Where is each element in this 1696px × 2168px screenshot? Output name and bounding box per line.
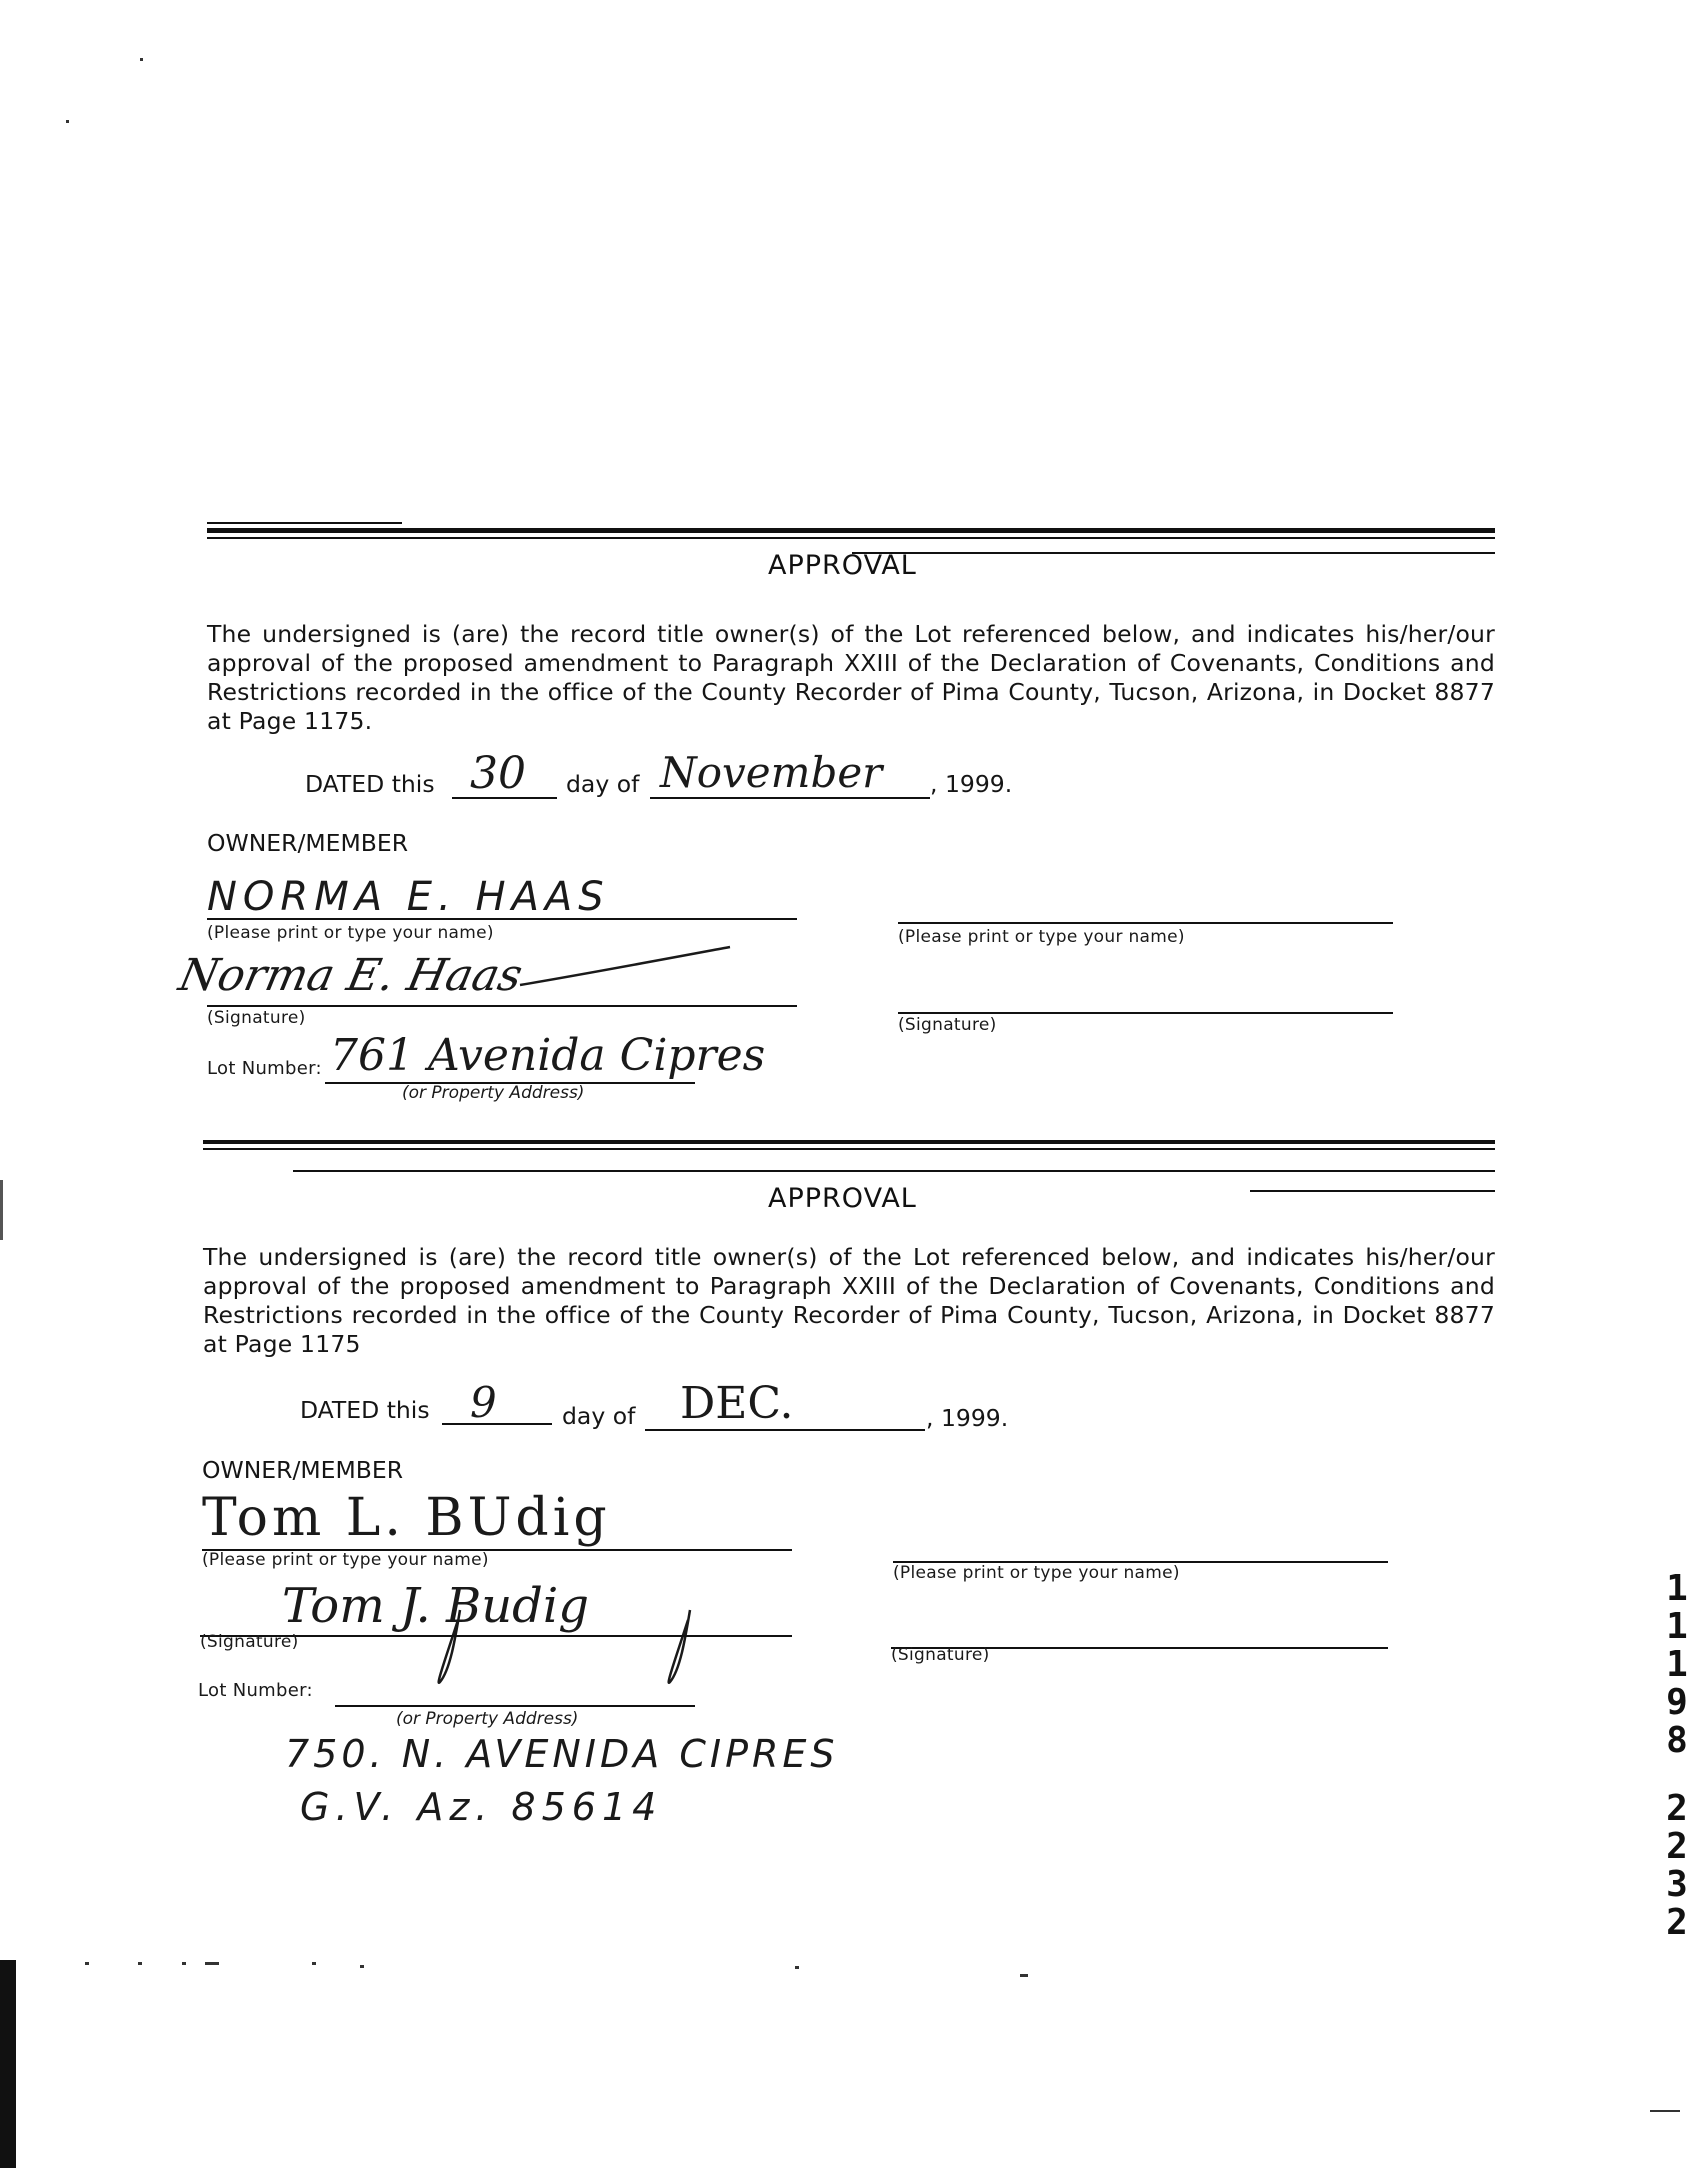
address-caption: (or Property Address) <box>396 1709 579 1729</box>
signature-handwritten: Tom J. Budig <box>282 1578 589 1634</box>
signature-caption: (Signature) <box>207 1008 306 1028</box>
scan-speck <box>1650 2110 1680 2112</box>
section-divider <box>203 1140 1495 1144</box>
approval-title: APPROVAL <box>768 1183 917 1214</box>
stamp-digit: 3 <box>1666 1864 1688 1905</box>
signature-line <box>207 1005 797 1007</box>
lot-address-handwritten: 761 Avenida Cipres <box>330 1030 766 1081</box>
signature-caption-2: (Signature) <box>891 1645 990 1665</box>
scan-speck <box>205 1962 219 1965</box>
scan-edge <box>0 1960 16 2168</box>
scan-speck <box>795 1966 799 1969</box>
month-handwritten: DEC. <box>680 1378 794 1429</box>
scan-edge-mark <box>0 1180 3 1240</box>
scan-speck <box>182 1962 186 1965</box>
owner-member-label: OWNER/MEMBER <box>207 829 409 857</box>
approval-body: The undersigned is (are) the record title owner(s) of the Lot referenced below, and indicates his/her/our approval of the proposed amendment to Paragraph XXIII of the Declaration of Covenants, Conditions and Restrictions recorded in the office of the County Recorder of Pima County, Tucson, Arizona, in Docket 8877 at Page 1175 <box>203 1243 1495 1358</box>
stamp-digit: 9 <box>1666 1682 1688 1723</box>
year-label: , 1999. <box>926 1404 1009 1432</box>
signature-flourish <box>520 945 740 1005</box>
month-line <box>650 797 930 799</box>
top-rule <box>207 528 1495 533</box>
lot-number-label: Lot Number: <box>207 1058 322 1079</box>
top-rule-thin <box>207 537 1495 539</box>
printed-name-handwritten: Tom L. BUdig <box>202 1488 611 1548</box>
dated-prefix: DATED this <box>305 770 435 798</box>
stamp-digit: 2 <box>1666 1826 1688 1867</box>
day-handwritten: 9 <box>470 1378 497 1427</box>
month-handwritten: November <box>660 748 883 797</box>
scan-speck <box>66 120 69 123</box>
signature-caption: (Signature) <box>200 1632 299 1652</box>
year-label: , 1999. <box>930 770 1013 798</box>
scan-speck <box>312 1962 316 1965</box>
dated-prefix: DATED this <box>300 1396 430 1424</box>
stamp-digit: 8 <box>1666 1720 1688 1761</box>
name-caption-2: (Please print or type your name) <box>898 927 1185 947</box>
stamp-digit: 2 <box>1666 1902 1688 1943</box>
name-caption: (Please print or type your name) <box>207 923 494 943</box>
signature-loop <box>660 1600 720 1690</box>
day-of-label: day of <box>562 1402 636 1430</box>
signature-handwritten: Norma E. Haas <box>174 950 527 1001</box>
name-line-2 <box>898 922 1393 924</box>
address-caption: (or Property Address) <box>402 1083 585 1103</box>
month-line <box>645 1429 925 1431</box>
recording-stamp <box>1662 1570 1692 1942</box>
section-divider-thin <box>203 1148 1495 1150</box>
signature-loop <box>430 1600 490 1690</box>
signature-line-2 <box>898 1012 1393 1014</box>
printed-name-handwritten: NORMA E. HAAS <box>207 874 610 920</box>
scan-speck <box>140 58 143 61</box>
name-caption: (Please print or type your name) <box>202 1550 489 1570</box>
scan-speck <box>85 1962 89 1965</box>
top-rule-right <box>852 552 1495 554</box>
lot-line <box>335 1705 695 1707</box>
day-of-label: day of <box>566 770 640 798</box>
day-handwritten: 30 <box>470 748 526 799</box>
top-rule-short <box>207 522 402 524</box>
stamp-digit: 1 <box>1666 1568 1688 1609</box>
scan-speck <box>138 1962 142 1965</box>
scan-speck <box>1020 1974 1028 1977</box>
approval-body: The undersigned is (are) the record title owner(s) of the Lot referenced below, and indicates his/her/our approval of the proposed amendment to Paragraph XXIII of the Declaration of Covenants, Conditions and Restrictions recorded in the office of the County Recorder of Pima County, Tucson, Arizona, in Docket 8877 at Page 1175. <box>207 620 1495 735</box>
stamp-digit: 1 <box>1666 1606 1688 1647</box>
name-line <box>207 918 797 920</box>
address-line-1-handwritten: 750. N. AVENIDA CIPRES <box>285 1732 839 1776</box>
title-rule-right <box>1250 1190 1495 1192</box>
stamp-digit: 2 <box>1666 1788 1688 1829</box>
scan-speck <box>360 1965 364 1968</box>
approval-title: APPROVAL <box>768 550 917 581</box>
lot-number-label: Lot Number: <box>198 1680 313 1701</box>
signature-caption-2: (Signature) <box>898 1015 997 1035</box>
stamp-digit: 1 <box>1666 1644 1688 1685</box>
owner-member-label: OWNER/MEMBER <box>202 1456 404 1484</box>
section-divider-lower <box>293 1170 1495 1172</box>
day-line <box>442 1423 552 1425</box>
name-caption-2: (Please print or type your name) <box>893 1563 1180 1583</box>
address-line-2-handwritten: G.V. Az. 85614 <box>300 1785 663 1829</box>
